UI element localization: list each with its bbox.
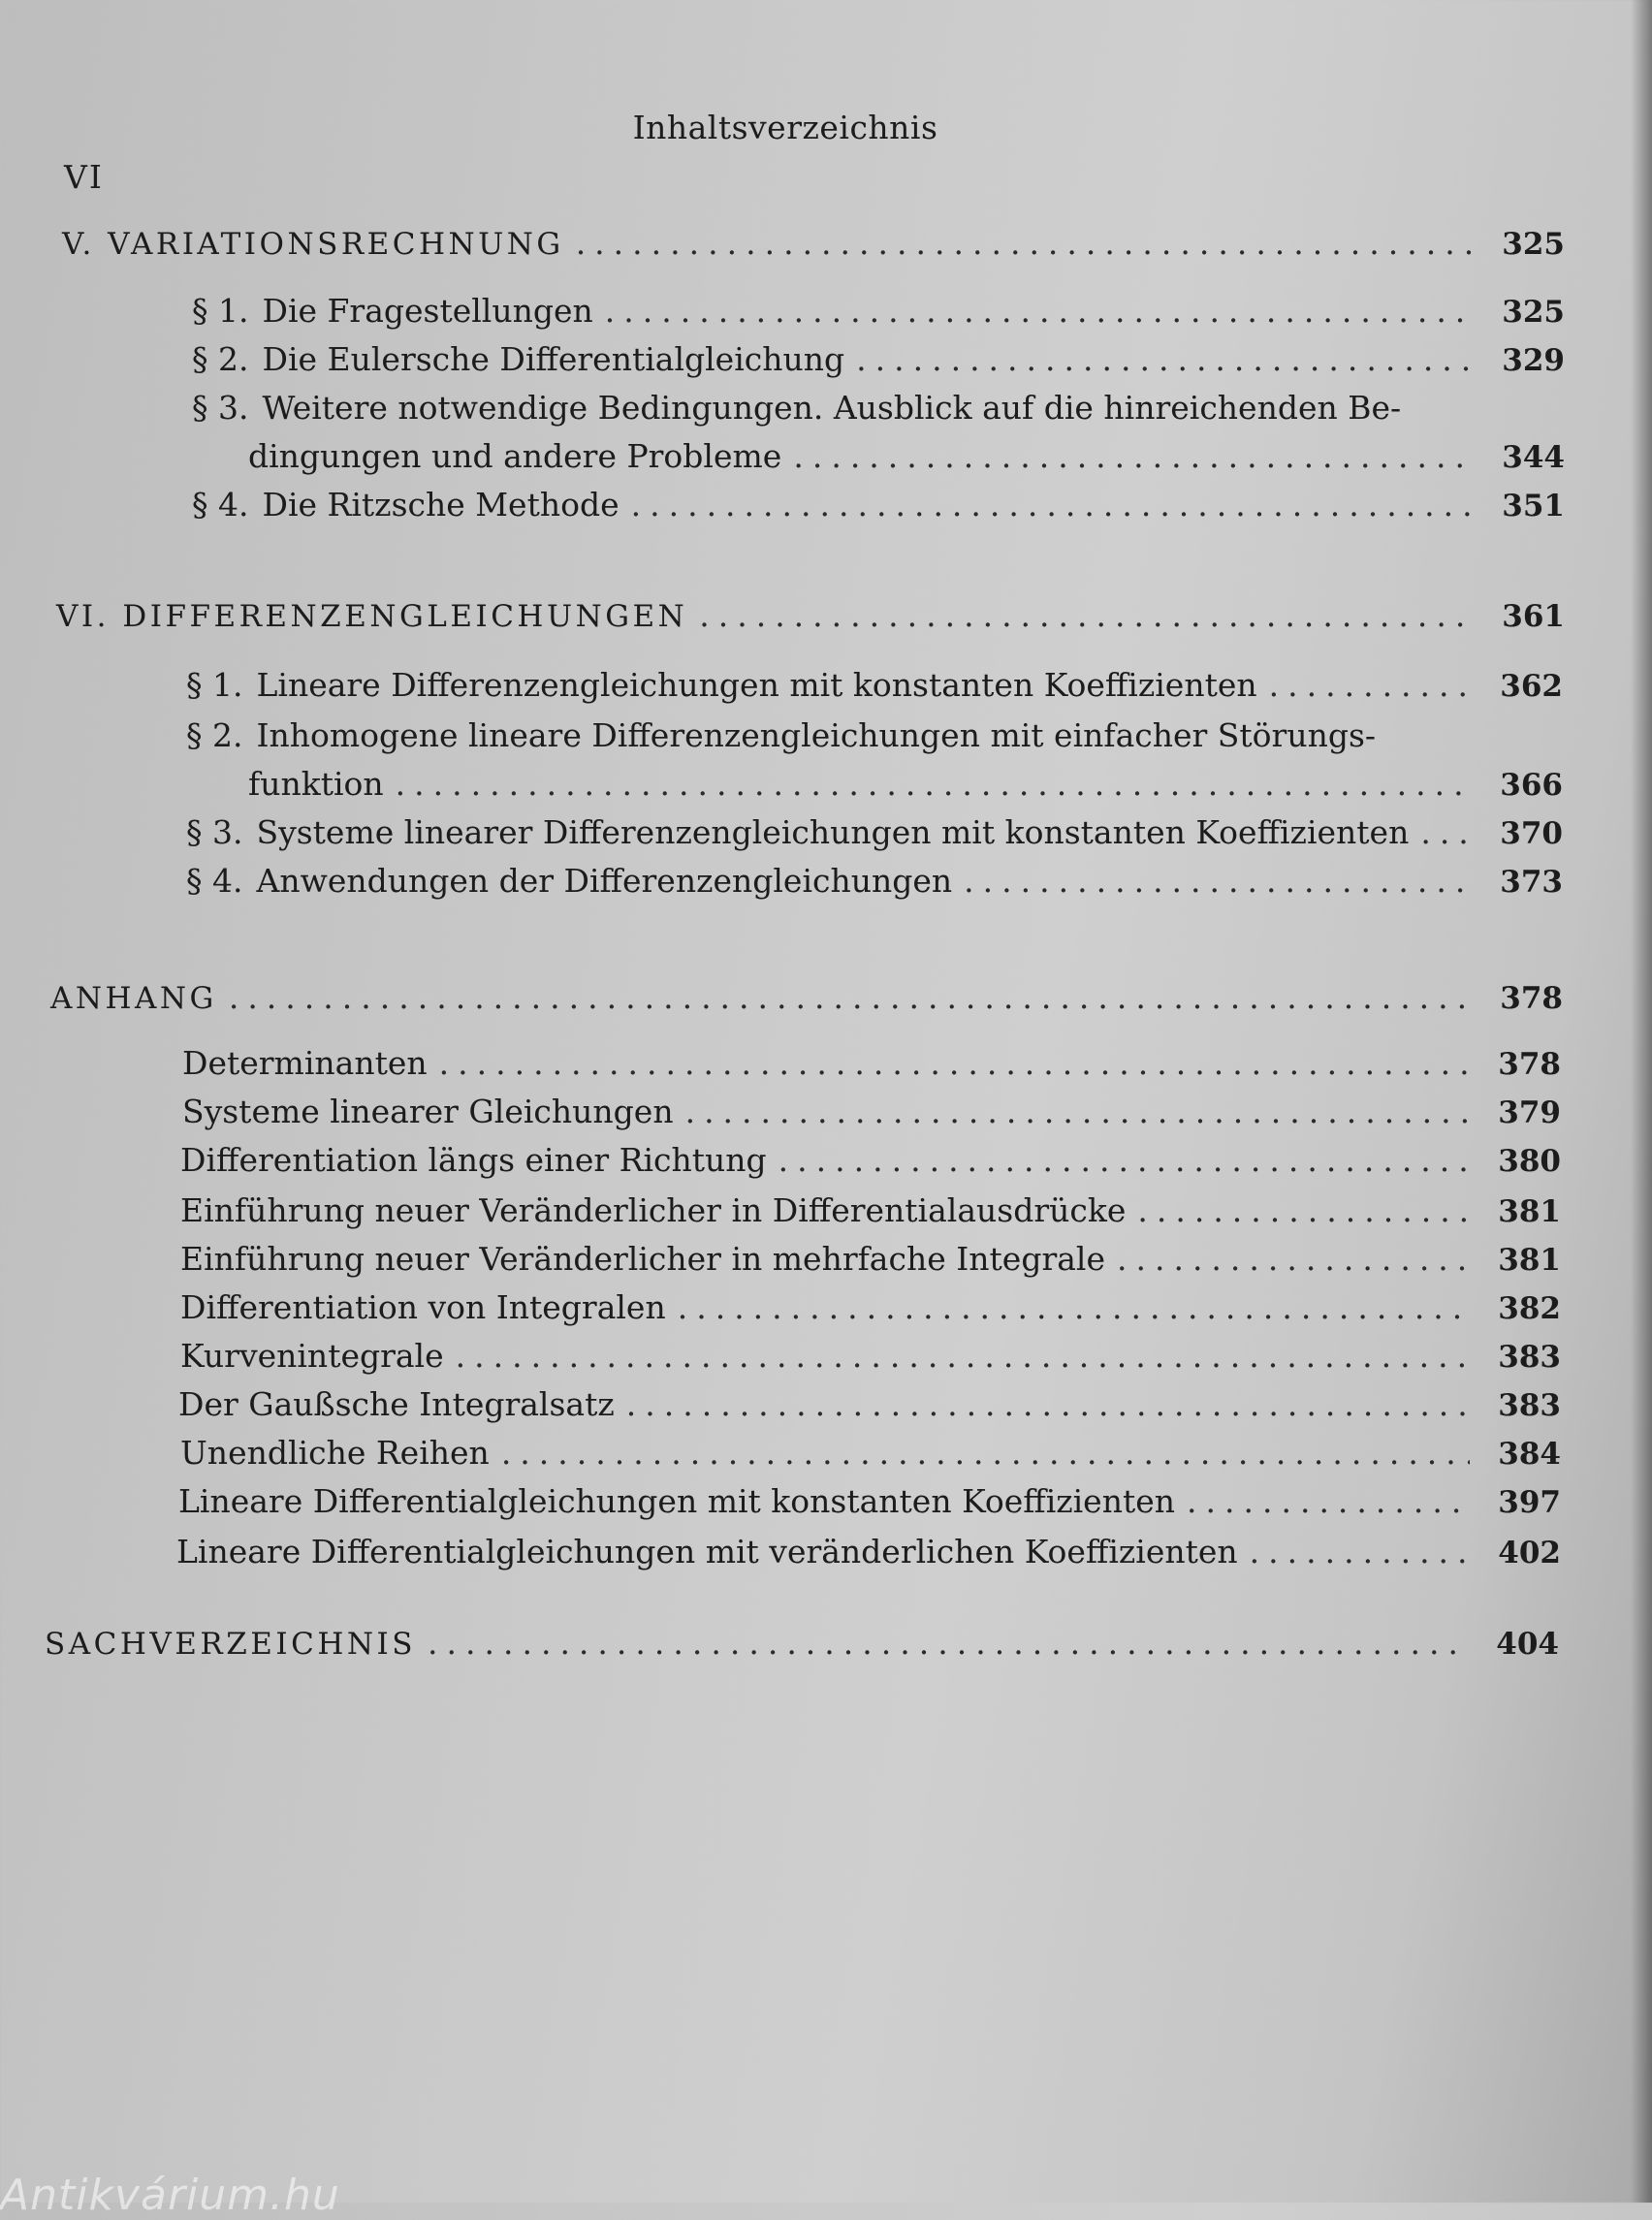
page-number: VI <box>64 158 104 196</box>
dot-leader <box>778 1138 1470 1183</box>
section-label <box>186 663 1257 708</box>
toc-anhang-item[interactable] <box>180 1189 1561 1233</box>
chapter-page: 404 <box>1496 1627 1559 1662</box>
dot-leader <box>456 1334 1470 1379</box>
section-label <box>186 859 952 904</box>
toc-section[interactable] <box>186 810 1563 855</box>
section-page: 366 <box>1500 768 1563 803</box>
chapter-page: 361 <box>1502 599 1565 634</box>
toc-anhang[interactable] <box>50 975 1563 1020</box>
toc-chapter-v[interactable] <box>62 221 1565 266</box>
toc-section[interactable] <box>186 859 1563 904</box>
section-page: 351 <box>1502 489 1565 523</box>
dot-leader <box>685 1090 1470 1134</box>
item-page: 379 <box>1498 1095 1561 1130</box>
item-title: Einführung neuer Veränderlicher in Differentialausdrücke <box>180 1191 1127 1229</box>
item-page: 378 <box>1498 1047 1561 1082</box>
item-title: Der Gaußsche Integralsatz <box>178 1385 615 1423</box>
item-page: 383 <box>1498 1340 1561 1375</box>
section-label <box>192 337 844 382</box>
section-number: § 3. <box>192 389 249 427</box>
item-page: 381 <box>1498 1194 1561 1229</box>
section-label <box>186 714 1376 758</box>
chapter-title: ANHANG <box>50 981 217 1016</box>
section-number: § 4. <box>186 862 243 900</box>
dot-leader <box>1269 663 1472 708</box>
running-title: Inhaltsverzeichnis <box>632 109 938 146</box>
toc-anhang-item[interactable] <box>180 1285 1561 1330</box>
item-title: Kurvenintegrale <box>180 1337 444 1375</box>
toc-section-line1[interactable] <box>192 386 1481 430</box>
section-label <box>192 289 593 333</box>
toc-section-line1[interactable] <box>186 714 1476 758</box>
watermark: Antikvárium.hu <box>0 2171 340 2220</box>
dot-leader <box>501 1431 1470 1475</box>
toc-anhang-item[interactable] <box>182 1041 1561 1086</box>
chapter-page: 325 <box>1502 227 1565 262</box>
item-title: Lineare Differentialgleichungen mit veränderlichen Koeffizienten <box>176 1533 1238 1570</box>
dot-leader <box>856 337 1474 382</box>
section-title: Die Eulersche Differentialgleichung <box>262 340 845 378</box>
section-number: § 1. <box>186 666 243 704</box>
section-label <box>192 483 620 527</box>
dot-leader <box>699 593 1474 638</box>
dot-leader <box>1420 810 1472 855</box>
item-page: 397 <box>1498 1485 1561 1520</box>
toc-anhang-item[interactable] <box>180 1237 1561 1282</box>
dot-leader <box>678 1285 1470 1330</box>
section-label <box>192 386 1401 430</box>
dot-leader <box>576 221 1474 266</box>
dot-leader <box>1250 1530 1470 1574</box>
dot-leader <box>605 289 1474 333</box>
section-page: 325 <box>1502 295 1565 330</box>
item-title: Differentiation längs einer Richtung <box>180 1141 767 1179</box>
dot-leader <box>631 483 1474 527</box>
toc-section-line2[interactable] <box>248 434 1565 479</box>
dot-leader <box>428 1621 1468 1665</box>
section-title-continued: dingungen und andere Probleme <box>248 437 782 475</box>
item-title: Systeme linearer Gleichungen <box>182 1093 674 1130</box>
item-page: 381 <box>1498 1243 1561 1278</box>
chapter-title: V. VARIATIONSRECHNUNG <box>62 227 564 262</box>
toc-anhang-item[interactable] <box>178 1382 1561 1427</box>
section-page: 362 <box>1500 669 1563 704</box>
item-page: 383 <box>1498 1388 1561 1423</box>
dot-leader <box>626 1382 1470 1427</box>
section-title: Die Fragestellungen <box>262 292 593 330</box>
section-number: § 3. <box>186 813 243 851</box>
section-page: 329 <box>1502 343 1565 378</box>
chapter-title: SACHVERZEICHNIS <box>45 1627 417 1662</box>
item-title: Lineare Differentialgleichungen mit konstanten Koeffizienten <box>178 1482 1176 1520</box>
section-page: 373 <box>1500 865 1563 900</box>
section-title-continued: funktion <box>248 765 384 803</box>
page-edge-shadow <box>1631 0 1652 2203</box>
section-number: § 1. <box>192 292 249 330</box>
toc-anhang-item[interactable] <box>182 1090 1561 1134</box>
toc-sachverzeichnis[interactable] <box>45 1621 1559 1665</box>
section-page: 370 <box>1500 816 1563 851</box>
toc-section-line2[interactable] <box>248 762 1563 807</box>
dot-leader <box>793 434 1474 479</box>
chapter-title: VI. DIFFERENZENGLEICHUNGEN <box>56 599 688 634</box>
item-title: Einführung neuer Veränderlicher in mehrfache Integrale <box>180 1240 1105 1278</box>
dot-leader <box>1117 1237 1470 1282</box>
section-label <box>186 810 1409 855</box>
section-page: 344 <box>1502 440 1565 475</box>
toc-section[interactable] <box>186 663 1563 708</box>
section-title: Inhomogene lineare Differenzengleichungen mit einfacher Störungs- <box>256 716 1377 754</box>
toc-section[interactable] <box>192 483 1565 527</box>
toc-anhang-item[interactable] <box>178 1479 1561 1524</box>
toc-section[interactable] <box>192 337 1565 382</box>
section-title: Systeme linearer Differenzengleichungen mit konstanten Koeffizienten <box>256 813 1410 851</box>
dot-leader <box>396 762 1472 807</box>
section-title: Die Ritzsche Methode <box>262 486 620 523</box>
dot-leader <box>229 975 1472 1020</box>
dot-leader <box>1137 1189 1470 1233</box>
toc-anhang-item[interactable] <box>180 1334 1561 1379</box>
chapter-page: 378 <box>1500 981 1563 1016</box>
toc-anhang-item[interactable] <box>180 1138 1561 1183</box>
item-page: 402 <box>1498 1536 1561 1570</box>
section-title: Weitere notwendige Bedingungen. Ausblick auf die hinreichenden Be- <box>262 389 1402 427</box>
dot-leader <box>439 1041 1470 1086</box>
toc-chapter-vi[interactable] <box>56 593 1565 638</box>
toc-section[interactable] <box>192 289 1565 333</box>
section-title: Anwendungen der Differenzengleichungen <box>256 862 953 900</box>
section-title: Lineare Differenzengleichungen mit konstanten Koeffizienten <box>256 666 1257 704</box>
section-number: § 4. <box>192 486 249 523</box>
item-title: Unendliche Reihen <box>180 1434 490 1472</box>
section-number: § 2. <box>192 340 249 378</box>
item-title: Differentiation von Integralen <box>180 1288 666 1326</box>
item-page: 384 <box>1498 1437 1561 1472</box>
dot-leader <box>1187 1479 1470 1524</box>
item-title: Determinanten <box>182 1044 428 1082</box>
dot-leader <box>964 859 1472 904</box>
section-number: § 2. <box>186 716 243 754</box>
item-page: 380 <box>1498 1144 1561 1179</box>
item-page: 382 <box>1498 1291 1561 1326</box>
toc-anhang-item[interactable] <box>180 1431 1561 1475</box>
toc-anhang-item[interactable] <box>176 1530 1561 1574</box>
